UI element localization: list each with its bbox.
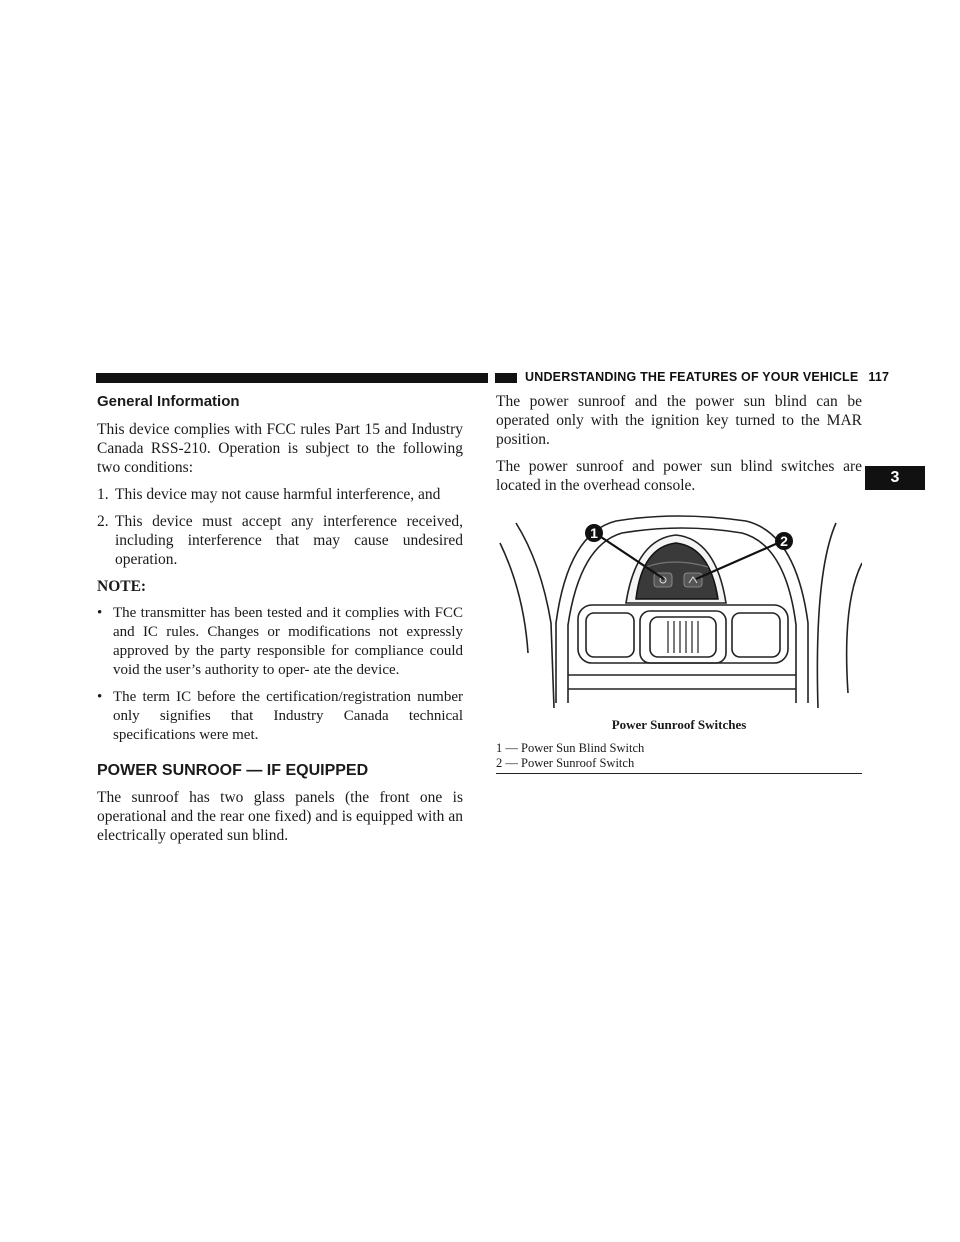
operation-paragraph: The power sunroof and the power sun blind can be operated only with the ignition key turned to the MAR position. <box>496 393 862 448</box>
figure-legend <box>496 741 862 774</box>
chapter-tab: 3 <box>865 466 925 490</box>
running-header <box>525 368 889 386</box>
general-information-heading: General Information <box>97 393 240 410</box>
overhead-console-illustration <box>496 503 862 713</box>
note-bullet <box>97 688 463 745</box>
bullet-mark: • <box>97 689 103 705</box>
page-number: 117 <box>868 370 890 384</box>
callout-label-2: 2 <box>780 533 788 549</box>
section-heading: POWER SUNROOF — IF EQUIPPED <box>97 762 369 779</box>
header-rule-left <box>96 373 488 383</box>
left-column <box>97 392 463 853</box>
note-title: NOTE: <box>97 578 147 595</box>
figure-caption: Power Sunroof Switches <box>611 717 747 732</box>
list-item <box>97 512 463 569</box>
list-item-text: This device must accept any interference received, including interference that may cause undesired operation. <box>115 513 463 568</box>
list-item-number: 2. <box>97 513 109 530</box>
conditions-list <box>97 485 463 569</box>
callout-label-1: 1 <box>590 525 598 541</box>
legend-item-2: 2 — Power Sunroof Switch <box>496 756 635 770</box>
bullet-text: The term IC before the certification/registration number only signifies that Industry Canada technical specifications were met. <box>113 689 463 743</box>
right-column <box>496 392 862 774</box>
section-paragraph: The sunroof has two glass panels (the front one is operational and the rear one fixed) and is equipped with an electrically operated sun blind. <box>97 789 463 844</box>
legend-item-1: 1 — Power Sun Blind Switch <box>496 741 645 755</box>
bullet-mark: • <box>97 605 103 621</box>
running-header-title: UNDERSTANDING THE FEATURES OF YOUR VEHICLE <box>525 370 859 384</box>
list-item <box>97 485 463 504</box>
intro-paragraph: This device complies with FCC rules Part 15 and Industry Canada RSS-210. Operation is subject to the following two conditions: <box>97 421 463 476</box>
note-bullet <box>97 604 463 680</box>
list-item-text: This device may not cause harmful interference, and <box>115 486 441 503</box>
location-paragraph: The power sunroof and power sun blind switches are located in the overhead console. <box>496 458 862 494</box>
header-rule-right <box>495 373 517 383</box>
bullet-text: The transmitter has been tested and it complies with FCC and IC rules. Changes or modifications not expressly approved by the party responsible for compliance could void the user’s authority to oper- ate the device. <box>113 605 463 678</box>
list-item-number: 1. <box>97 486 109 503</box>
overhead-console-figure <box>496 503 862 774</box>
